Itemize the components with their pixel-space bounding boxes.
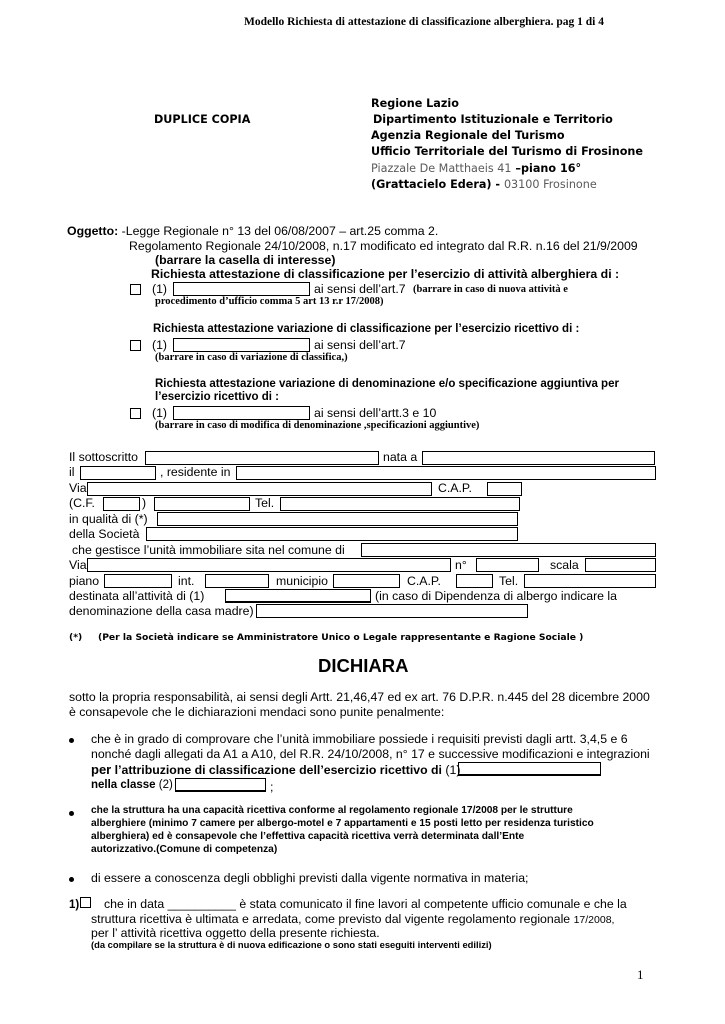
option3-note: (barrare in caso di modifica di denominazione ,specificazioni aggiuntive) (155, 420, 480, 431)
scala-label: scala (550, 558, 579, 572)
oggetto-law1: -Legge Regionale n° 13 del 06/08/2007 – art.25 comma 2. (118, 224, 439, 238)
bullet1-num: (1) (445, 763, 461, 777)
dichiara-title: DICHIARA (318, 655, 409, 676)
cap2-label: C.A.P. (407, 574, 441, 588)
bullet2-line2: alberghiere (minimo 7 camere per albergo-motel e 7 appartamenti e 15 posti letto per residenza turistico (91, 818, 594, 829)
destinata-label: destinata all’attività di (1) (69, 589, 205, 603)
bullet2-line3: alberghiera) ed è consapevole che l’effettiva capacità ricettiva verrà determinata dall’Ente (91, 831, 525, 842)
cap-label: C.A.P. (438, 481, 472, 495)
piano-label: piano (69, 574, 100, 588)
bullet1-line3 (91, 762, 460, 777)
option3-num: (1) (152, 406, 168, 420)
option2-sense: ai sensi dell’art.7 (314, 338, 406, 352)
oggetto-instruction: (barrare la casella di interesse) (155, 253, 336, 267)
oggetto-law2: Regolamento Regionale 24/10/2008, n.17 modificato ed integrato dal R.R. n.16 del 21/9/2009 (129, 239, 638, 253)
point1-checkbox[interactable] (80, 897, 91, 908)
cf-close-label: ) (142, 496, 147, 510)
option1-title: Richiesta attestazione di classificazione per l’esercizio di attività alberghiera di : (151, 267, 620, 281)
municipio-label: municipio (276, 574, 328, 588)
societa-label: della Società (69, 527, 140, 541)
comune-label: che gestisce l’unità immobiliare sita nel comune di (72, 543, 345, 557)
option2-num: (1) (152, 338, 168, 352)
oggetto-line (67, 224, 438, 238)
dichiara-intro-1: sotto la propria responsabilità, ai sensi degli Artt. 21,46,47 ed ex art. 76 D.P.R. n.445 del 28 dicembre 2000 (69, 690, 650, 704)
point1-line2a: struttura ricettiva è ultimata e arredata, come previsto dal vigente regolamento regionale (91, 912, 574, 926)
bullet1-classe: nella classe (91, 779, 159, 791)
number-label: n° (455, 558, 467, 572)
via2-field[interactable] (87, 558, 451, 572)
piano-field[interactable] (104, 574, 172, 588)
bullet-2-icon (69, 811, 74, 816)
cf-open-label: (C.F. (69, 496, 95, 510)
point1-note: (da compilare se la struttura è di nuova edificazione o sono stati eseguiti interventi edilizi) (91, 939, 492, 950)
address-line-1: Regione Lazio (371, 97, 459, 110)
bullet1-line2: nonché dagli allegati da A1 a A10, del R.R. 24/10/2008, n° 17 e successive modificazioni e integrazioni (91, 747, 650, 761)
tel2-label: Tel. (499, 574, 519, 588)
address-floor: –piano 16° (511, 162, 582, 175)
address-line-2: Dipartimento Istituzionale e Territorio (373, 113, 613, 126)
bullet-3-icon (69, 877, 74, 882)
oggetto-label: Oggetto: (67, 224, 119, 238)
casa-madre-label: denominazione della casa madre) (69, 604, 254, 618)
sottoscritto-label: Il sottoscritto (69, 450, 139, 464)
option3-sense: ai sensi dell’artt.3 e 10 (314, 406, 437, 420)
page-header-title: Modello Richiesta di attestazione di classificazione alberghiera. pag 1 di 4 (244, 16, 604, 28)
footnote-mark: (*) (69, 632, 83, 643)
address-line-3: Agenzia Regionale del Turismo (371, 129, 565, 142)
option1-sense: ai sensi dell’art.7 (314, 282, 406, 296)
bullet1-num2: (2) (158, 779, 173, 791)
bullet1-attr: l’attribuzione di classificazione dell’esercizio ricettivo di (111, 763, 446, 777)
number-field[interactable] (476, 558, 539, 572)
cf-field[interactable] (103, 497, 140, 511)
point1-line1: che in data __________ è stata comunicato il fine lavori al competente ufficio comunale e che la (104, 897, 627, 911)
page-number: 1 (637, 967, 644, 982)
option1-note2: procedimento d’ufficio comma 5 art 13 r.r 17/2008) (155, 296, 384, 307)
option1-checkbox[interactable] (130, 284, 141, 295)
footnote-text: (Per la Società indicare se Amministratore Unico o Legale rappresentante e Ragione Sociale ) (98, 632, 584, 643)
option1-num: (1) (152, 282, 168, 296)
tel-field[interactable] (280, 497, 520, 511)
int-field[interactable] (205, 574, 269, 588)
scala-field[interactable] (585, 558, 656, 572)
address-building: (Grattacielo Edera) - (371, 178, 504, 191)
bullet-1-icon (69, 738, 74, 743)
address-street: Piazzale De Matthaeis 41 (371, 162, 512, 175)
address-line-4: Ufficio Territoriale del Turismo di Frosinone (371, 145, 643, 158)
bullet3-text: di essere a conoscenza degli obblighi previsti dalla vigente normativa in materia; (91, 871, 529, 885)
option2-title: Richiesta attestazione variazione di classificazione per l’esercizio ricettivo di : (153, 323, 580, 335)
option3-checkbox[interactable] (130, 408, 141, 419)
cap2-field[interactable] (456, 574, 493, 588)
via-field[interactable] (87, 482, 432, 496)
option2-field[interactable] (173, 338, 310, 352)
nata-a-field[interactable] (422, 451, 655, 465)
int-label: int. (178, 574, 195, 588)
cf-field-extra[interactable] (154, 497, 250, 511)
address-street-line (371, 162, 581, 175)
dichiara-intro-2: è consapevole che le dichiarazioni mendaci sono punite penalmente: (69, 705, 445, 719)
il-label: il (69, 465, 75, 479)
option2-checkbox[interactable] (130, 340, 141, 351)
comune-field[interactable] (361, 543, 656, 557)
bullet2-line1: che la struttura ha una capacità ricettiva conforme al regolamento regionale 17/2008 per le strutture (91, 805, 573, 816)
casa-madre-field[interactable] (256, 604, 528, 618)
qualita-field[interactable] (157, 512, 518, 526)
option3-field[interactable] (173, 406, 310, 420)
via2-label: Via (69, 558, 87, 572)
point1-num: 1) (69, 899, 80, 911)
option3-title-line1: Richiesta attestazione variazione di denominazione e/o specificazione aggiuntiva per (155, 378, 619, 390)
sottoscritto-field[interactable] (145, 451, 379, 465)
point1-line3: per l’ attività ricettiva oggetto della presente richiesta. (91, 926, 380, 940)
tel2-field[interactable] (524, 574, 656, 588)
bullet1-semicolon: ; (270, 780, 274, 794)
dipendenza-label: (in caso di Dipendenza di albergo indicare la (375, 589, 617, 603)
option1-field[interactable] (173, 282, 310, 296)
option1-note1: (barrare in caso di nuova attività e (413, 284, 568, 295)
nata-a-label: nata a (383, 450, 418, 464)
tel-label: Tel. (255, 496, 275, 510)
address-building-line (371, 178, 597, 191)
cap-field[interactable] (487, 482, 522, 496)
societa-field[interactable] (146, 527, 518, 541)
point1-line2b: 17/2008, (573, 914, 615, 926)
residente-label: , residente in (160, 465, 231, 479)
classification-activity-field[interactable] (458, 762, 601, 776)
point1-line2 (91, 912, 614, 926)
classe-field[interactable] (175, 778, 266, 792)
option2-note: (barrare in caso di variazione di classifica,) (155, 352, 348, 363)
bullet1-line4 (91, 779, 173, 791)
duplicate-copy-label: DUPLICE COPIA (154, 113, 251, 126)
bullet1-line1: che è in grado di comprovare che l’unità immobiliare possiede i requisiti previsti dagli artt. 3,4,5 e 6 (91, 732, 628, 746)
via-label: Via (69, 481, 87, 495)
address-postcode-city: 03100 Frosinone (503, 178, 597, 191)
bullet2-line4: autorizzativo.(Comune di competenza) (91, 844, 278, 855)
bullet1-per: per (91, 762, 112, 777)
municipio-field[interactable] (333, 574, 400, 588)
residente-field[interactable] (236, 466, 656, 480)
date-field[interactable] (80, 466, 156, 480)
qualita-label: in qualità di (*) (69, 512, 148, 526)
option3-title-line2: l’esercizio ricettivo di : (155, 391, 279, 403)
destinata-field[interactable] (225, 589, 371, 603)
